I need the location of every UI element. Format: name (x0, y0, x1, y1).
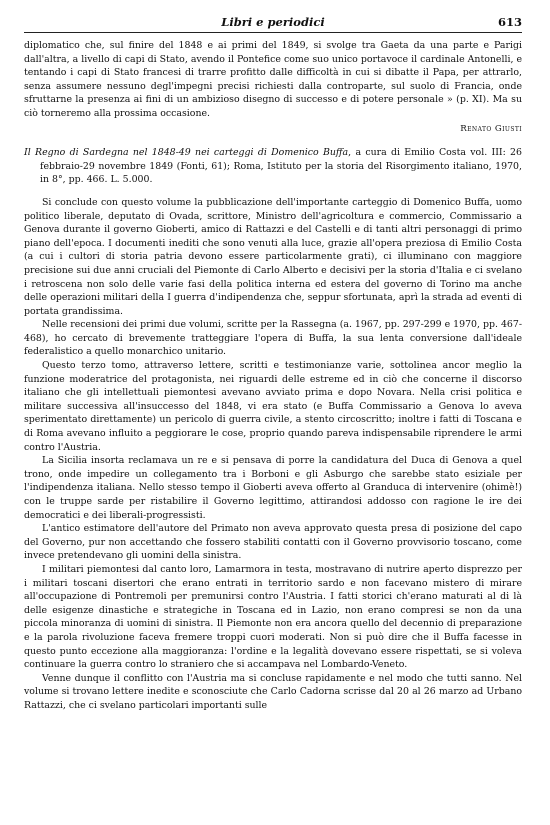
running-title: Libri e periodici (221, 15, 325, 29)
paragraph: Venne dunque il conflitto con l'Austria ma si concluse rapidamente e nel modo che tutti sanno. Nel volume si trovano lettere inedite e sconosciute che Carlo Cadorna scrisse dal 20 al 26 marzo ad Urbano Rattazzi, che ci svelano particolari importanti sulle (24, 672, 522, 711)
review-author: Renato Giusti (460, 123, 522, 134)
book-details: , a cura di Emilio Costa vol. III: 26 febbraio-29 novembre 1849 (Fonti, 61); Roma, Istituto per la storia del Risorgimento italiano, 1970, in 8°, pp. 466. L. 5.000. (40, 147, 522, 186)
paragraph: Si conclude con questo volume la pubblicazione dell'importante carteggio di Domenico Buffa, uomo politico liberale, deputato di Ovada, scrittore, Ministro dell'agricoltura e commercio, Commissario a Genova durante il governo Gioberti, amico di Rattazzi e del Castelli e di tanti altri personaggi di primo piano dell'epoca. I documenti inediti che sono venuti alla luce, grazie all'opera preziosa di Emilio Costa (a cui i cultori di storia patria devono essere particolarmente grati), ci illuminano con maggiore precisione sui due anni cruciali del Piemonte di Carlo Alberto e decisivi per la storia d'Italia e ci svelano i retroscena non solo delle varie fasi della politica interna ed estera del governo di Torino ma anche delle operazioni militari della I guerra d'indipendenza che, seppur sfortunata, aprì la strada ad eventi di portata grandissima. (24, 196, 522, 317)
book-citation (24, 146, 522, 187)
paragraph: Nelle recensioni dei primi due volumi, scritte per la Rassegna (a. 1967, pp. 297-299 e 1970, pp. 467-468), ho cercato di brevemente tratteggiare l'opera di Buffa, la sua lenta conversione dall'ideale federalistico a quello monarchico unitario. (24, 319, 523, 358)
running-header (24, 14, 522, 33)
book-title: Il Regno di Sardegna nel 1848-49 nei carteggi di Domenico Buffa (24, 147, 349, 159)
paragraph: I militari piemontesi dal canto loro, Lamarmora in testa, mostravano di nutrire aperto disprezzo per i militari toscani disertori che erano entrati in territorio sardo e non facevano mistero di mirare all'occupazione di Pontremoli per premunirsi contro l'Austria. I fatti storici ch'erano maturati al di là delle esigenze dinastiche e strategiche in Toscana ed in Lazio, non erano compresi se non da una piccola minoranza di uomini di sinistra. Il Piemonte non era ancora quello del decennio di preparazione e la parola rivoluzione faceva fremere troppi cuori moderati. Non si può dire che il Buffa facesse in questo punto eccezione alla maggioranza: l'ordine e la legalità dovevano essere rispettati, se si voleva continuare la guerra contro lo straniero che si accampava nel Lombardo-Veneto. (24, 563, 522, 671)
paragraph: La Sicilia insorta reclamava un re e si pensava di porre la candidatura del Duca di Genova a quel trono, onde impedire un collegamento tra i Borboni e gli Asburgo che sarebbe stato esiziale per l'indipendenza italiana. Nello stesso tempo il Gioberti aveva offerto al Granduca di intervenire (ohimè!) con le truppe sarde per ristabilire il Governo legittimo, attirandosi addosso con ragione le ire dei democratici e dei liberali-progressisti. (24, 455, 522, 521)
paragraph: L'antico estimatore dell'autore del Primato non aveva approvato questa presa di posizione del capo del Governo, pur non accettando che fossero stabiliti contatti con il Governo provvisorio toscano, come invece pretendevano gli uomini della sinistra. (24, 523, 522, 562)
paragraph: Questo terzo tomo, attraverso lettere, scritti e testimonianze varie, sottolinea ancor meglio la funzione moderatrice del protagonista, nei riguardi delle estreme ed in ciò che concerne il discorso italiano che gli intellettuali piemontesi avevano avviato prima e dopo Novara. Nella crisi politica e militare successiva all'insuccesso del 1848, vi era stato (e Buffa Commissario a Genova lo aveva sperimentato direttamente) un pericolo di guerra civile, a stento circoscritto; inoltre i fatti di Toscana e di Roma avevano influito a peggiorare le cose, proprio quando pareva indispensabile riprendere le armi contro l'Austria. (24, 360, 522, 453)
previous-review-text: diplomatico che, sul finire del 1848 e ai primi del 1849, si svolge tra Gaeta da una parte e Parigi dall'altra, a livello di capi di Stato, avendo il Pontefice come suo unico portavoce il cardinale Antonelli, e tentando i capi di Stato francesi di trarre profitto dalle difficoltà in cui si dibatte il Papa, per attrarlo, senza assumere nessuno degl'impegni precisi richiesti dalla controparte, sul suolo di Francia, onde sfruttarne la presenza ai fini di un ambizioso disegno di successo e di potere personale » (p. XI). Ma su ciò torneremo alla prossima occasione. (24, 40, 522, 119)
page-number: 613 (497, 15, 522, 29)
